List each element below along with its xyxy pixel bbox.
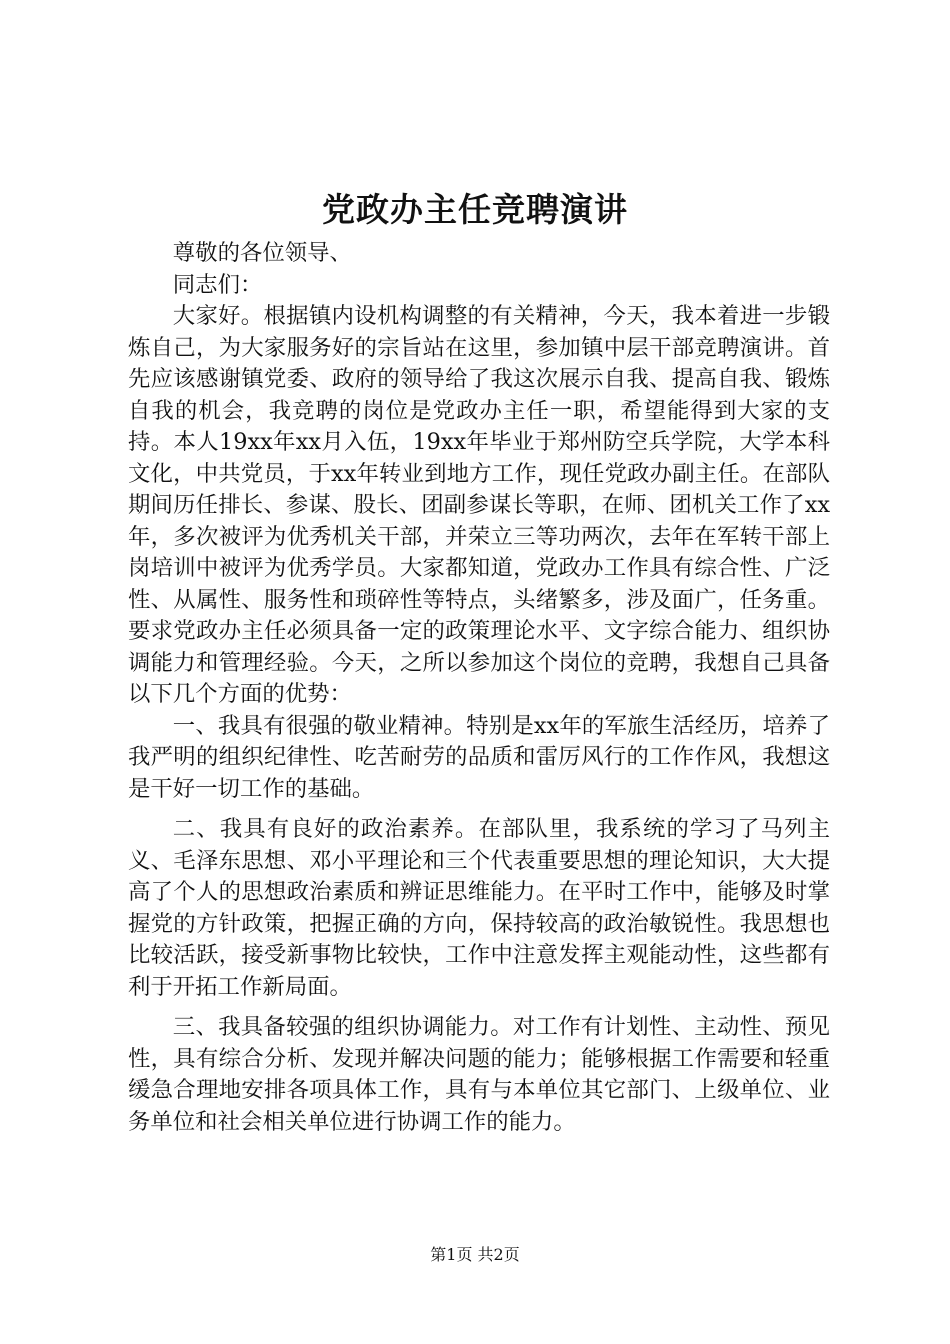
salutation-line-1: 尊敬的各位领导、 bbox=[172, 240, 352, 266]
document-body bbox=[128, 238, 830, 1138]
salutation-line-2: 同志们： bbox=[172, 271, 263, 298]
paragraph-point-3: 三、我具备较强的组织协调能力。对工作有计划性、主动性、预见性，具有综合分析、发现并解决问题的能力；能够根据工作需要和轻重缓急合理地安排各项具体工作，具有与本单位其它部门、上级单位、业务单位和社会相关单位进行协调工作的能力。 bbox=[128, 1014, 830, 1135]
document-title: 党政办主任竞聘演讲 bbox=[322, 190, 628, 229]
paragraph-intro: 大家好。根据镇内设机构调整的有关精神，今天，我本着进一步锻炼自己，为大家服务好的宗旨站在这里，参加镇中层干部竞聘演讲。首先应该感谢镇党委、政府的领导给了我这次展示自我、提高自我、锻炼自我的机会，我竞聘的岗位是党政办主任一职，希望能得到大家的支持。本人19xx年xx月入伍，19xx年毕业于郑州防空兵学院，大学本科文化，中共党员，于xx年转业到地方工作，现任党政办副主任。在部队期间历任排长、参谋、股长、团副参谋长等职，在师、团机关工作了xx年，多次被评为优秀机关干部，并荣立三等功两次，去年在军转干部上岗培训中被评为优秀学员。大家都知道，党政办工作具有综合性、广泛性、从属性、服务性和琐碎性等特点，头绪繁多，涉及面广，任务重。要求党政办主任必须具备一定的政策理论水平、文字综合能力、组织协调能力和管理经验。今天，之所以参加这个岗位的竞聘，我想自己具备以下几个方面的优势： bbox=[128, 303, 830, 707]
paragraph-point-1: 一、我具有很强的敬业精神。特别是xx年的军旅生活经历，培养了我严明的组织纪律性、吃苦耐劳的品质和雷厉风行的工作作风，我想这是干好一切工作的基础。 bbox=[128, 712, 830, 802]
page-footer: 第1页 共2页 bbox=[430, 1245, 520, 1264]
paragraph-point-2: 二、我具有良好的政治素养。在部队里，我系统的学习了马列主义、毛泽东思想、邓小平理论和三个代表重要思想的理论知识，大大提高了个人的思想政治素质和辨证思维能力。在平时工作中，能够及时掌握党的方针政策，把握正确的方向，保持较高的政治敏锐性。我思想也比较活跃，接受新事物比较快，工作中注意发挥主观能动性，这些都有利于开拓工作新局面。 bbox=[128, 816, 830, 1000]
